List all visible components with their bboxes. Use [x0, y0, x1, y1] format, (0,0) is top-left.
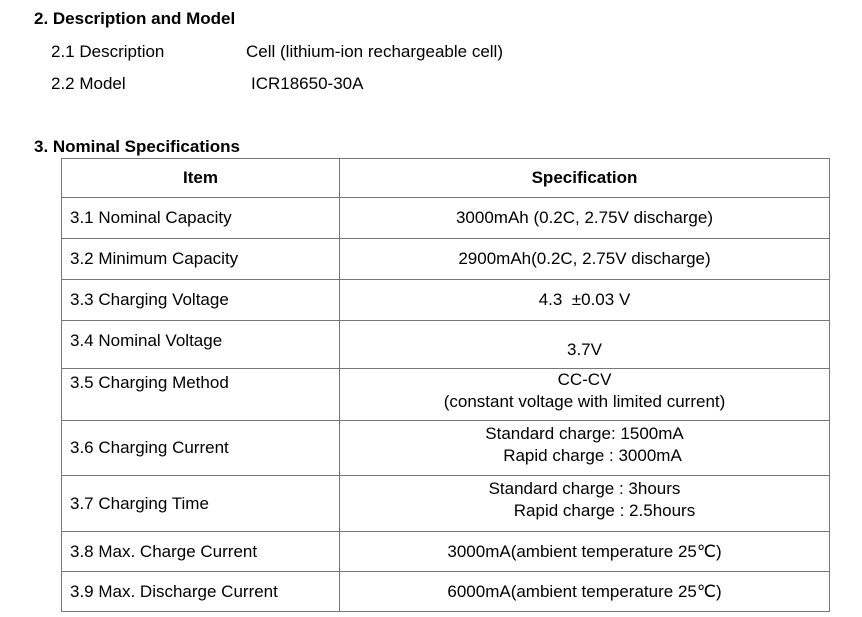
description-row — [51, 42, 503, 62]
spec-line: Rapid charge : 3000mA — [503, 446, 682, 465]
spec-cell — [340, 572, 830, 612]
item-cell: 3.5 Charging Method — [62, 369, 340, 421]
spec-cell — [340, 532, 830, 572]
description-label: 2.1 Description — [51, 42, 165, 61]
table-row — [62, 239, 830, 280]
specifications-table — [61, 158, 830, 612]
spec-line: 2900mAh(0.2C, 2.75V discharge) — [458, 249, 711, 268]
spec-line: 3000mAh (0.2C, 2.75V discharge) — [455, 208, 714, 227]
spec-line: 3.7V — [567, 340, 602, 359]
spec-cell — [340, 198, 830, 239]
section-2-heading: 2. Description and Model — [34, 9, 236, 28]
table-row — [62, 198, 830, 239]
item-cell: 3.2 Minimum Capacity — [62, 239, 340, 280]
description-value: Cell (lithium-ion rechargeable cell) — [246, 42, 503, 61]
spec-cell — [340, 476, 830, 532]
spec-cell — [340, 421, 830, 476]
model-value: ICR18650-30A — [251, 74, 364, 93]
spec-cell — [340, 369, 830, 421]
item-cell: 3.3 Charging Voltage — [62, 280, 340, 321]
table-header-row — [62, 159, 830, 198]
spec-cell — [340, 280, 830, 321]
spec-cell — [340, 239, 830, 280]
spec-cell — [340, 321, 830, 369]
item-cell: 3.4 Nominal Voltage — [62, 321, 340, 369]
item-cell: 3.9 Max. Discharge Current — [62, 572, 340, 612]
spec-line: 3000mA(ambient temperature 25℃) — [447, 541, 722, 561]
spec-line: Rapid charge : 2.5hours — [513, 501, 696, 520]
table-row — [62, 369, 830, 421]
item-cell: 3.8 Max. Charge Current — [62, 532, 340, 572]
item-cell: 3.6 Charging Current — [62, 421, 340, 476]
item-cell: 3.1 Nominal Capacity — [62, 198, 340, 239]
spec-line: Standard charge : 3hours — [488, 479, 681, 498]
spec-line: 4.3 ±0.03 V — [538, 290, 631, 309]
spec-line: 6000mA(ambient temperature 25℃) — [447, 581, 722, 601]
model-row — [51, 74, 364, 94]
table-row — [62, 421, 830, 476]
spec-line: CC-CV — [557, 370, 612, 389]
column-header-item: Item — [62, 159, 340, 198]
table-row — [62, 321, 830, 369]
table-row — [62, 280, 830, 321]
item-cell: 3.7 Charging Time — [62, 476, 340, 532]
section-3-heading: 3. Nominal Specifications — [34, 137, 240, 156]
column-header-specification: Specification — [340, 159, 830, 198]
table-row — [62, 476, 830, 532]
spec-line: Standard charge: 1500mA — [485, 424, 684, 443]
table-row — [62, 532, 830, 572]
spec-line: (constant voltage with limited current) — [443, 392, 726, 411]
model-label: 2.2 Model — [51, 74, 126, 93]
table-row — [62, 572, 830, 612]
